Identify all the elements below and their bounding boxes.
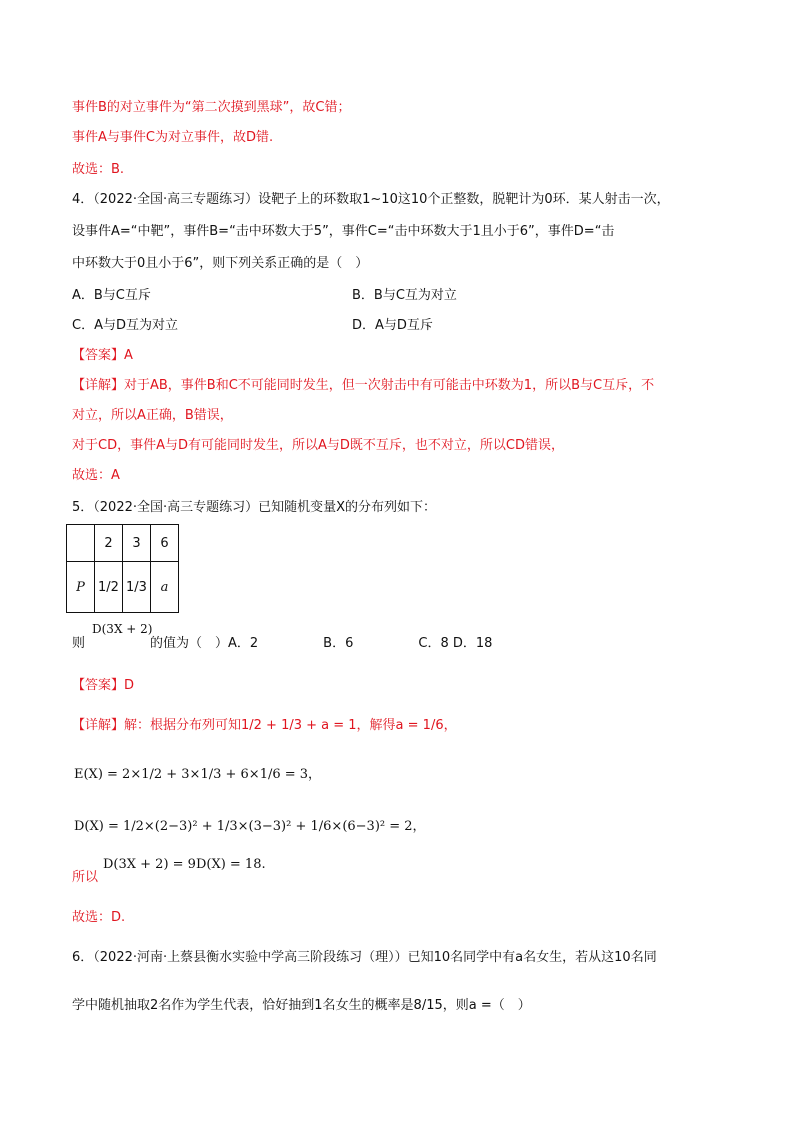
q5-so-prefix: 所以 xyxy=(72,870,99,885)
prev-solution-line-2: 事件A与事件C为对立事件，故D错. xyxy=(72,130,274,145)
q4-option-b: B．B与C互为对立 xyxy=(352,288,457,303)
q5-so-line xyxy=(72,868,740,888)
q5-source: （2022·全国·高三专题练习） xyxy=(93,500,259,515)
q6-stem-1: 已知10名同学中有a名女生，若从这10名同 xyxy=(407,950,657,965)
q4-stem-1: 设靶子上的环数取1~10这10个正整数，脱靶计为0环．某人射击一次， xyxy=(258,192,670,207)
q5-stem-text: 已知随机变量X的分布列如下： xyxy=(258,500,437,515)
q4-stem-line-1 xyxy=(72,190,740,210)
q5-choice: 故选：D. xyxy=(72,910,126,925)
q4-number: 4． xyxy=(72,192,94,207)
q6-stem-line-1 xyxy=(72,948,740,968)
q5-answer: 【答案】D xyxy=(72,678,135,693)
q4-answer: 【答案】A xyxy=(72,348,133,363)
q5-ask-expression: D(3X + 2) xyxy=(92,622,153,636)
q5-expectation: E(X) = 2×1/2 + 3×1/3 + 6×1/6 = 3， xyxy=(74,767,322,782)
table-row-label: P xyxy=(67,562,95,613)
q5-ask-suffix-and-options xyxy=(150,634,492,654)
q6-number: 6． xyxy=(72,950,94,965)
table-prob-cell: 1/3 xyxy=(123,562,151,613)
table-header-cell: 3 xyxy=(123,525,151,562)
q6-stem-line-2: 学中随机抽取2名作为学生代表，恰好抽到1名女生的概率是8/15，则a =（ ） xyxy=(72,998,531,1013)
table-prob-cell: 1/2 xyxy=(95,562,123,613)
q4-option-d: D．A与D互斥 xyxy=(352,318,433,333)
q5-options: A．2 B．6 C．8 D．18 xyxy=(228,636,493,651)
prev-solution-line-1: 事件B的对立事件为“第二次摸到黑球”，故C错； xyxy=(72,100,351,115)
q4-option-c: C．A与D互为对立 xyxy=(72,318,178,333)
q5-ask-suffix: 的值为（ ） xyxy=(150,636,229,651)
table-header-empty xyxy=(67,525,95,562)
q4-source: （2022·全国·高三专题练习） xyxy=(93,192,259,207)
q5-ask-prefix: 则 xyxy=(72,636,86,651)
q6-source: （2022·河南·上蔡县衡水实验中学高三阶段练习（理）） xyxy=(93,950,408,965)
q4-detail-line-1: 【详解】对于AB，事件B和C不可能同时发生，但一次射击中有可能击中环数为1，所以B与C互斥，不 xyxy=(72,378,655,393)
q4-option-a: A．B与C互斥 xyxy=(72,288,151,303)
q5-variance: D(X) = 1/2×(2−3)² + 1/3×(3−3)² + 1/6×(6−3)² = 2， xyxy=(74,819,426,834)
table-header-cell: 6 xyxy=(151,525,179,562)
q4-detail-line-3: 对于CD，事件A与D有可能同时发生，所以A与D既不互斥，也不对立，所以CD错误， xyxy=(72,438,564,453)
q4-detail-choice: 故选：A xyxy=(72,468,120,483)
table-header-cell: 2 xyxy=(95,525,123,562)
table-prob-cell: a xyxy=(151,562,179,613)
prev-solution-choice: 故选：B. xyxy=(72,162,125,177)
q5-stem xyxy=(72,498,740,518)
q4-stem-line-3: 中环数大于0且小于6”，则下列关系正确的是（ ） xyxy=(72,256,369,271)
q5-detail-line-1: 【详解】解：根据分布列可知1/2 + 1/3 + a = 1，解得a = 1/6， xyxy=(72,718,457,733)
q4-detail-line-2: 对立，所以A正确，B错误， xyxy=(72,408,233,423)
distribution-table xyxy=(66,524,179,613)
q5-so-expression: D(3X + 2) = 9D(X) = 18. xyxy=(103,857,266,872)
q4-stem-line-2: 设事件A=“中靶”，事件B=“击中环数大于5”，事件C=“击中环数大于1且小于6”，事件D=“击 xyxy=(72,224,615,239)
q5-number: 5． xyxy=(72,500,94,515)
